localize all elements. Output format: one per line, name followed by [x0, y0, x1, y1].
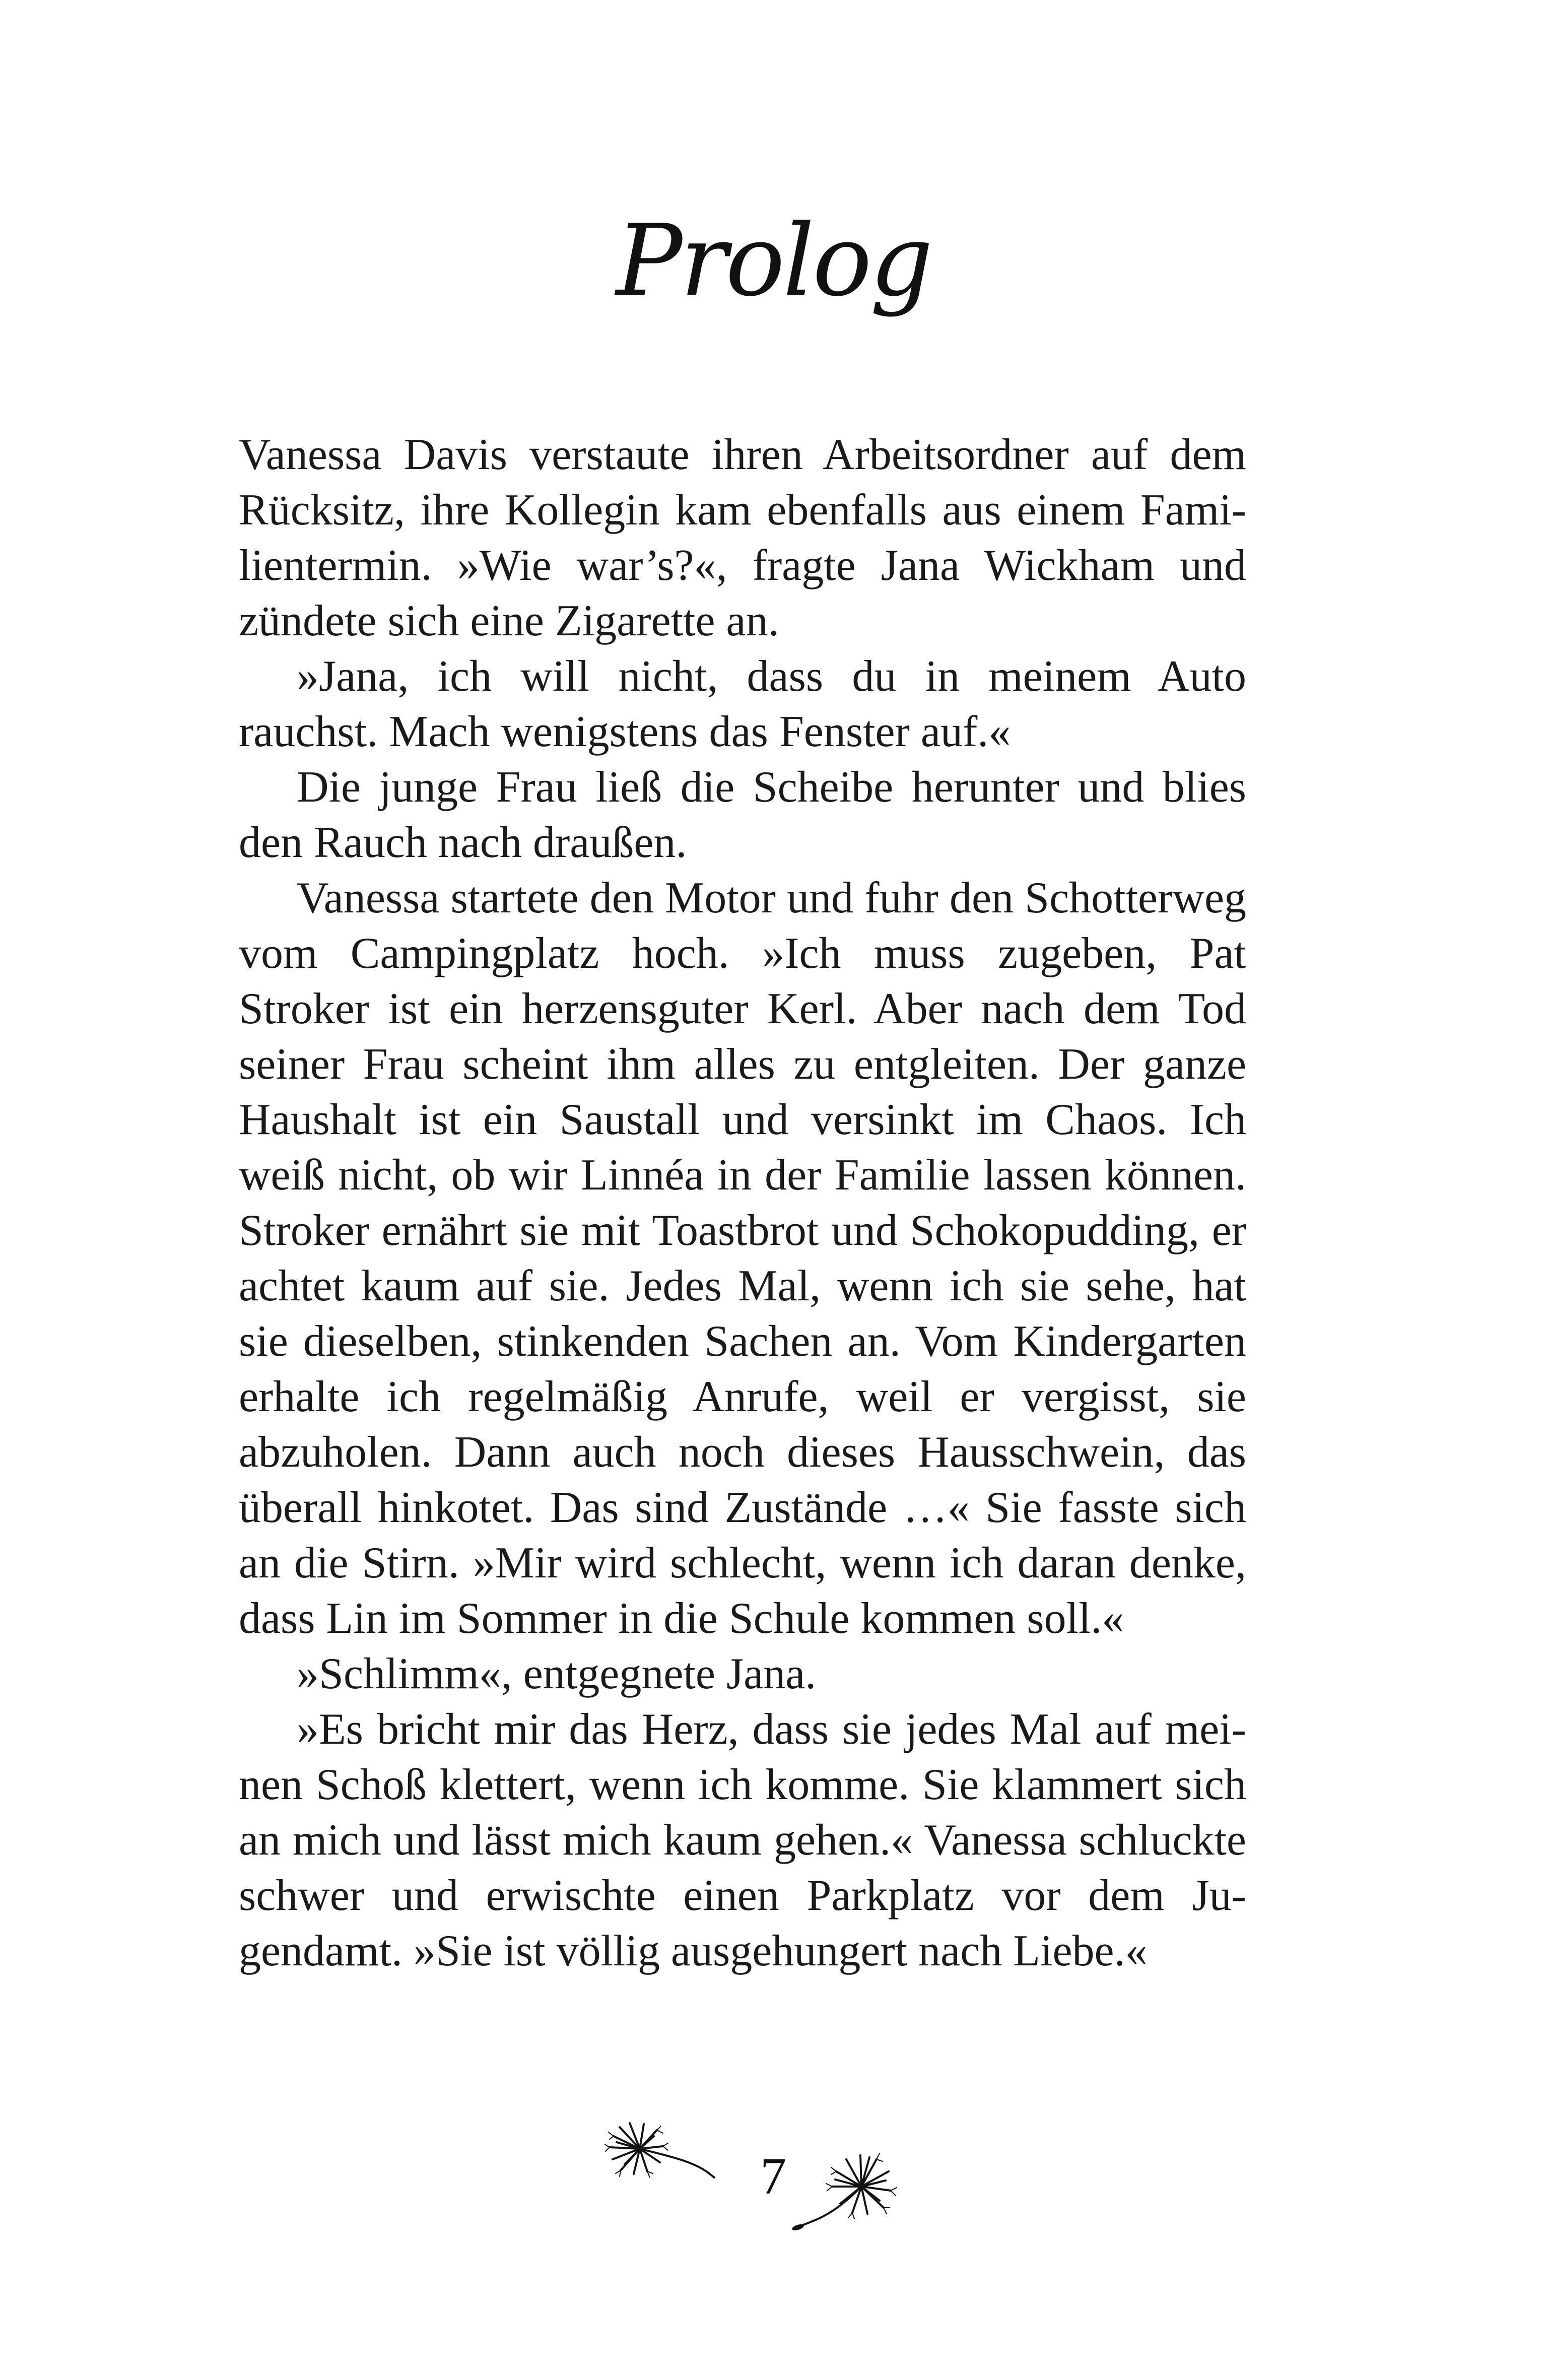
paragraph: »Jana, ich will nicht, dass du in meinem Auto rauchst. Mach wenigstens das Fenster auf.« [239, 652, 1246, 756]
chapter-title-text: Prolog [616, 204, 931, 318]
paragraph: »Es bricht mir das Herz, dass sie jedes Mal auf meinen Schoß klettert, wenn ich komme. Sie klammert sich an mich und lässt mich kaum gehen.« Vanessa schluckte schwer und erwischte einen Parkplatz vor dem Jugendamt. »Sie ist völlig ausgehungert nach Liebe.« [239, 1705, 1246, 1975]
chapter-title [0, 204, 1547, 318]
dandelion-seed-icon [604, 2121, 756, 2187]
paragraph: Die junge Frau ließ die Scheibe herunter und blies den Rauch nach draußen. [239, 763, 1246, 867]
page-number: 7 [760, 2147, 786, 2205]
paragraph: Vanessa Davis verstaute ihren Arbeitsordner auf dem Rücksitz, ihre Kollegin kam ebenfalls aus einem Familientermin. »Wie war’s?«, fragte Jana Wickham und zündete sich eine Zigarette an. [239, 430, 1246, 645]
paragraph: »Schlimm«, entgegnete Jana. [297, 1649, 817, 1698]
paragraph: Vanessa startete den Motor und fuhr den Schotterweg vom Campingplatz hoch. »Ich muss zugeben, Pat Stroker ist ein herzensguter Kerl. Aber nach dem Tod seiner Frau scheint ihm alles zu entgleiten. Der ganze Haushalt ist ein Saustall und versinkt im Chaos. Ich weiß nicht, ob wir Linnéa in der Familie lassen können. Stroker ernährt sie mit Toastbrot und Schokopudding, er achtet kaum auf sie. Jedes Mal, wenn ich sie sehe, hat sie dieselben, stinkenden Sachen an. Vom Kindergarten erhalte ich regelmäßig Anrufe, weil er vergisst, sie abzuholen. Dann auch noch dieses Hausschwein, das überall hinkotet. Das sind Zustände …« Sie fasste sich an die Stirn. »Mir wird schlecht, wenn ich daran denke, dass Lin im Sommer in die Schule kommen soll.« [239, 874, 1246, 1643]
chapter-body [239, 427, 1246, 1979]
dandelion-seed-icon [776, 2151, 927, 2252]
